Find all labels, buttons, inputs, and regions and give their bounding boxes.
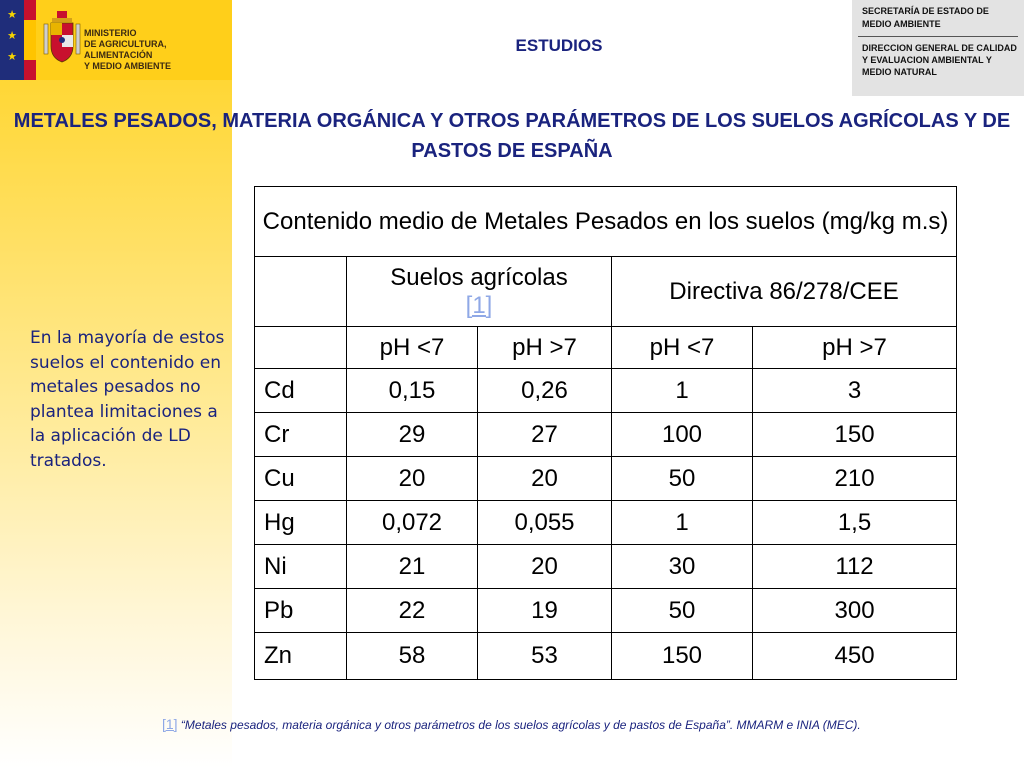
- value-cell: 100: [612, 413, 753, 457]
- ph-header: pH >7: [478, 327, 612, 369]
- value-cell: 20: [347, 457, 478, 501]
- value-cell: 20: [478, 545, 612, 589]
- table-row: [255, 545, 957, 589]
- table-row: [255, 501, 957, 545]
- eu-star-icon: ★: [7, 9, 17, 21]
- value-cell: 50: [612, 589, 753, 633]
- ph-header: pH >7: [753, 327, 957, 369]
- value-cell: 50: [612, 457, 753, 501]
- table-row: [255, 589, 957, 633]
- value-cell: 27: [478, 413, 612, 457]
- value-cell: 30: [612, 545, 753, 589]
- value-cell: 21: [347, 545, 478, 589]
- metal-cell: Zn: [255, 633, 347, 680]
- group-header-directiva: Directiva 86/278/CEE: [612, 257, 957, 327]
- value-cell: 19: [478, 589, 612, 633]
- table-row: [255, 633, 957, 680]
- direccion-label: DIRECCION GENERAL DE CALIDAD Y EVALUACION AMBIENTAL Y MEDIO NATURAL: [862, 43, 1017, 77]
- ph-header: pH <7: [347, 327, 478, 369]
- table-row: [255, 413, 957, 457]
- metal-cell: Hg: [255, 501, 347, 545]
- ph-header: pH <7: [612, 327, 753, 369]
- metal-cell: Ni: [255, 545, 347, 589]
- value-cell: 210: [753, 457, 957, 501]
- page-title: METALES PESADOS, MATERIA ORGÁNICA Y OTROS PARÁMETROS DE LOS SUELOS AGRÍCOLAS Y DE PASTOS DE ESPAÑA: [13, 110, 1011, 162]
- table-row: [255, 457, 957, 501]
- value-cell: 1: [612, 501, 753, 545]
- value-cell: 29: [347, 413, 478, 457]
- value-cell: 53: [478, 633, 612, 680]
- value-cell: 150: [753, 413, 957, 457]
- value-cell: 22: [347, 589, 478, 633]
- footnote-text: “Metales pesados, materia orgánica y otros parámetros de los suelos agrícolas y de pastos de España”. MMARM e INIA (MEC).: [180, 718, 861, 732]
- metal-cell: Cu: [255, 457, 347, 501]
- ministry-name: MINISTERIO DE AGRICULTURA, ALIMENTACIÓN Y MEDIO AMBIENTE: [84, 28, 172, 71]
- value-cell: 300: [753, 589, 957, 633]
- value-cell: 1: [612, 369, 753, 413]
- value-cell: 20: [478, 457, 612, 501]
- metal-cell: Pb: [255, 589, 347, 633]
- footnote: [162, 716, 1022, 732]
- metal-cell: Cd: [255, 369, 347, 413]
- table-caption: Contenido medio de Metales Pesados en los suelos (mg/kg m.s): [255, 187, 957, 257]
- empty-header-cell: [255, 257, 347, 327]
- metal-cell: Cr: [255, 413, 347, 457]
- value-cell: 150: [612, 633, 753, 680]
- value-cell: 0,072: [347, 501, 478, 545]
- value-cell: 112: [753, 545, 957, 589]
- group-header-suelos: [347, 257, 612, 327]
- value-cell: 0,055: [478, 501, 612, 545]
- reference-link[interactable]: [1]: [465, 291, 493, 319]
- metals-table: [254, 186, 957, 680]
- value-cell: 1,5: [753, 501, 957, 545]
- section-label: ESTUDIOS: [515, 36, 603, 55]
- value-cell: 0,26: [478, 369, 612, 413]
- table-row: [255, 369, 957, 413]
- footnote-ref-link[interactable]: [1]: [162, 716, 178, 732]
- value-cell: 450: [753, 633, 957, 680]
- side-note: En la mayoría de estos suelos el contenido en metales pesados no plantea limitaciones a la aplicación de LD tratados.: [30, 328, 225, 471]
- eu-star-icon: ★: [7, 51, 17, 63]
- value-cell: 0,15: [347, 369, 478, 413]
- eu-star-icon: ★: [7, 30, 17, 42]
- group-label: Suelos agrícolas: [390, 263, 568, 291]
- value-cell: 3: [753, 369, 957, 413]
- empty-header-cell: [255, 327, 347, 369]
- value-cell: 58: [347, 633, 478, 680]
- secretaria-label: SECRETARÍA DE ESTADO DE MEDIO AMBIENTE: [862, 6, 989, 29]
